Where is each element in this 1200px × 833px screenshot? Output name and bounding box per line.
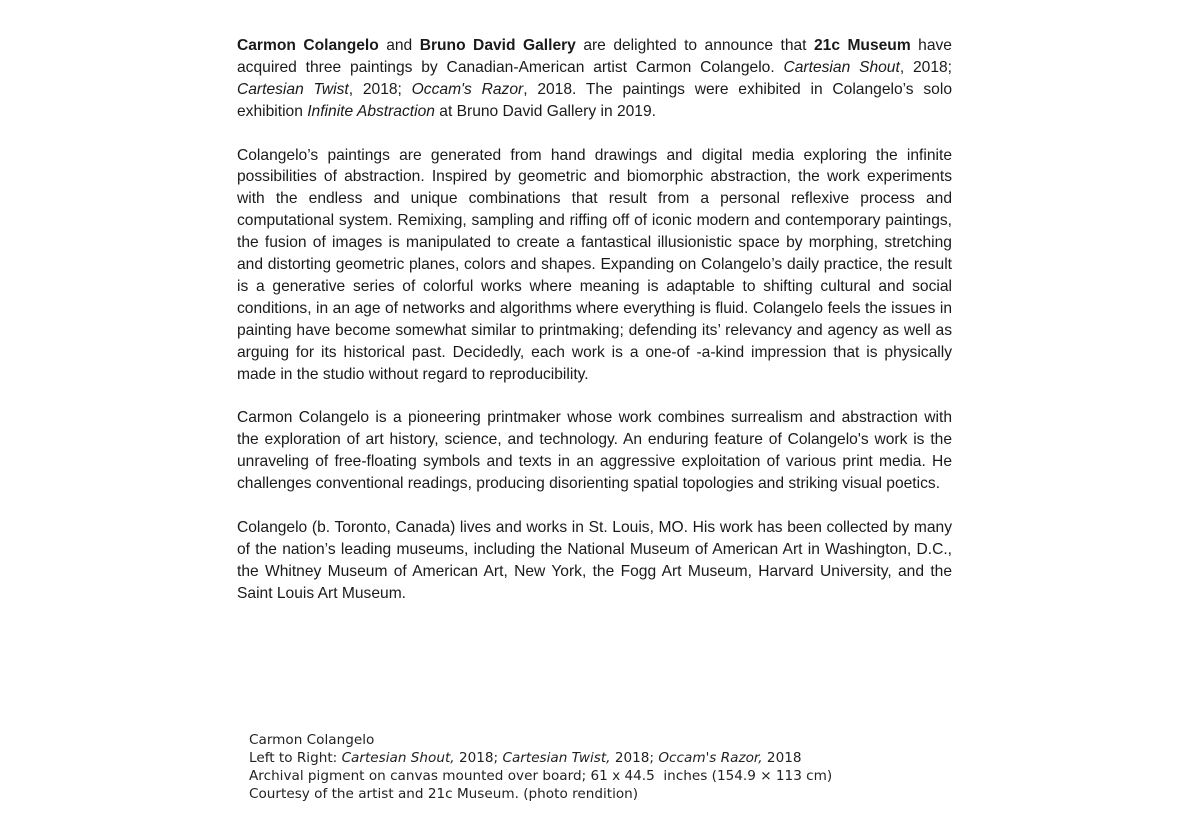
exhibition-title: Infinite Abstraction <box>307 102 435 120</box>
intro-paragraph <box>237 35 952 123</box>
text-fragment: have acquired three paintings by Canadian-American artist Carmon Colangelo. <box>237 37 952 76</box>
caption-works <box>249 749 869 767</box>
museum-name: 21c Museum <box>813 37 911 54</box>
caption-prefix: Left to Right: <box>249 750 342 766</box>
text-fragment: , 2018. The paintings were exhibited in Colangelo’s solo exhibition <box>237 80 952 120</box>
image-caption <box>249 731 869 803</box>
text-fragment: are delighted to announce that <box>575 37 814 54</box>
announcement-body <box>237 35 952 626</box>
work-title: Cartesian Twist <box>237 80 349 98</box>
caption-credit: Courtesy of the artist and 21c Museum. (photo rendition) <box>249 786 639 802</box>
artist-practice-paragraph: Carmon Colangelo is a pioneering printmaker whose work combines surrealism and abstraction with the exploration of art history, science, and technology. An enduring feature of Colangelo's work is the unraveling of free-floating symbols and texts in an aggressive exploitation of various print media. He challenges conventional readings, producing disorienting spatial topologies and striking visual poetics. <box>237 409 952 493</box>
caption-medium: Archival pigment on canvas mounted over board; 61 x 44.5 inches (154.9 × 113 cm) <box>249 768 833 784</box>
paintings-description-paragraph: Colangelo’s paintings are generated from hand drawings and digital media exploring the infinite possibilities of abstraction. Inspired by geometric and biomorphic abstraction, the work experiments with the endless and unique combinations that result from a personal reflexive process and computational system. Remixing, sampling and riffing off of iconic modern and contemporary paintings, the fusion of images is manipulated to create a fantastical illusionistic space by morphing, stretching and distorting geometric planes, colors and shapes. Expanding on Colangelo’s daily practice, the result is a generative series of colorful works where meaning is adaptable to shifting cultural and social conditions, in an age of networks and algorithms where everything is fluid. Colangelo feels the issues in painting have become somewhat similar to printmaking; defending its’ relevancy and agency as well as arguing for its historical past. Decidedly, each work is a one-of -a-kind impression that is physically made in the studio without regard to reproducibility. <box>237 146 952 383</box>
caption-separator: 2018; <box>454 750 503 766</box>
text-fragment: , 2018; <box>348 80 412 98</box>
caption-work-title: Cartesian Shout, <box>341 750 455 766</box>
artist-name: Carmon Colangelo <box>237 37 379 54</box>
caption-artist: Carmon Colangelo <box>249 732 375 748</box>
text-fragment: , 2018; <box>899 58 953 76</box>
caption-separator: 2018 <box>762 750 802 766</box>
work-title: Occam's Razor <box>411 80 524 98</box>
work-title: Cartesian Shout <box>783 58 900 76</box>
text-fragment: and <box>378 37 420 54</box>
artist-bio-paragraph: Colangelo (b. Toronto, Canada) lives and works in St. Louis, MO. His work has been collected by many of the nation’s leading museums, including the National Museum of American Art in Washington, D.C., the Whitney Museum of American Art, New York, the Fogg Art Museum, Harvard University, and the Saint Louis Art Museum. <box>237 518 952 602</box>
caption-separator: 2018; <box>610 750 659 766</box>
gallery-name: Bruno David Gallery <box>419 37 576 54</box>
text-fragment: at Bruno David Gallery in 2019. <box>434 102 656 120</box>
caption-work-title: Cartesian Twist, <box>502 750 611 766</box>
caption-work-title: Occam's Razor, <box>658 750 763 766</box>
